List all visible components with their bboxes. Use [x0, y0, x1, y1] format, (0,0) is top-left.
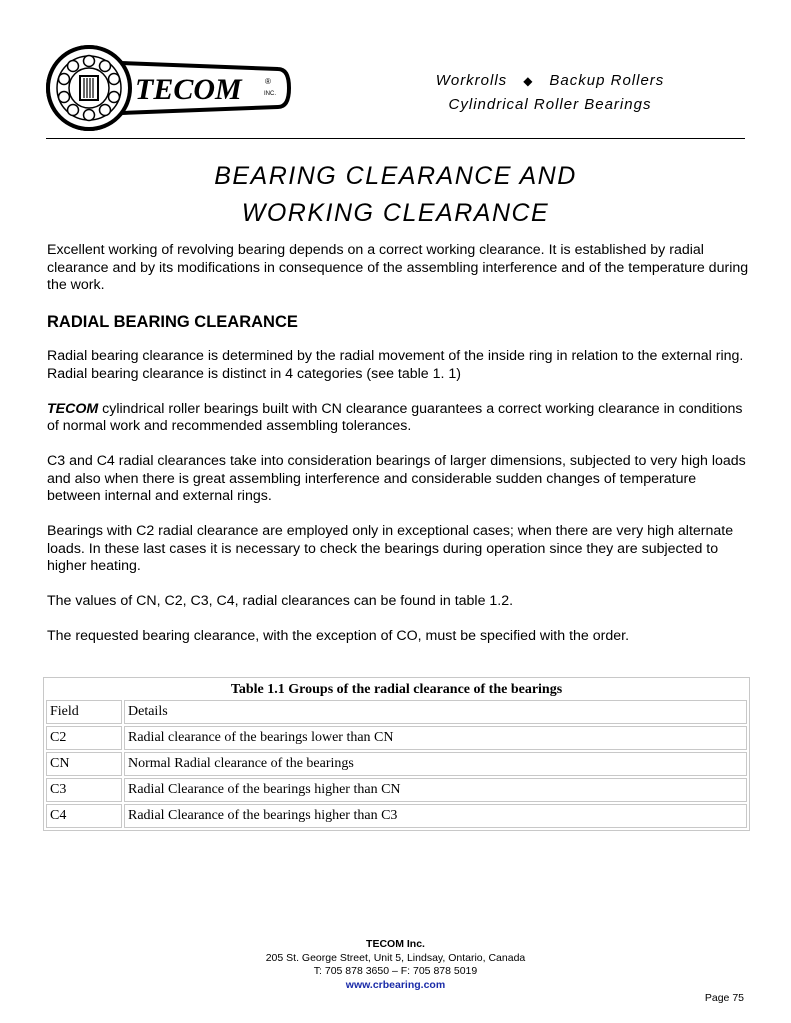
clearance-table — [44, 678, 749, 830]
header-cell-field: Field — [46, 700, 122, 724]
title-line-2: WORKING CLEARANCE — [241, 199, 550, 227]
footer-address: 205 St. George Street, Unit 5, Lindsay, Ontario, Canada — [265, 951, 526, 964]
logo-inc: INC. — [264, 91, 276, 97]
header-tagline — [400, 69, 700, 116]
table-header-row — [46, 700, 747, 724]
title-line-1: BEARING CLEARANCE AND — [214, 162, 577, 190]
cell-details: Normal Radial clearance of the bearings — [124, 752, 747, 776]
body-text — [47, 242, 749, 663]
cell-field: C2 — [46, 726, 122, 750]
footer-website-link[interactable]: www.crbearing.com — [345, 978, 446, 991]
cell-details: Radial Clearance of the bearings higher than C3 — [124, 804, 747, 828]
brand-name: TECOM — [47, 400, 99, 417]
tagline-row-1 — [400, 69, 700, 93]
header-cell-details: Details — [124, 700, 747, 724]
clearance-table-container — [43, 677, 750, 831]
paragraph-4: Bearings with C2 radial clearance are employed only in exceptional cases; when there are very high alternate loads. In these last cases it is necessary to check the bearings during operation since they are subjected to higher heating. — [47, 523, 734, 574]
paragraph-3: C3 and C4 radial clearances take into consideration bearings of larger dimensions, subjected to very high loads and also when there is great assembling interference and considerable sudden changes of temperature between internal and external rings. — [47, 453, 746, 504]
table-row — [46, 752, 747, 776]
cell-field: C4 — [46, 804, 122, 828]
paragraph-1: Radial bearing clearance is determined by the radial movement of the inside ring in relation to the external ring. Radial bearing clearance is distinct in 4 categories (see table 1. 1) — [47, 348, 744, 382]
tagline-workrolls: Workrolls — [435, 72, 508, 89]
footer-phone: T: 705 878 3650 – F: 705 878 5019 — [313, 965, 478, 977]
page-title — [0, 158, 791, 232]
paragraph-5: The values of CN, C2, C3, C4, radial clearances can be found in table 1.2. — [47, 593, 514, 609]
page-number: Page 75 — [704, 992, 744, 1004]
header-divider — [46, 138, 745, 139]
cell-field: C3 — [46, 778, 122, 802]
logo-registered: ® — [265, 77, 271, 86]
table-caption: Table 1.1 Groups of the radial clearance of the bearings — [230, 682, 563, 697]
table-row — [46, 726, 747, 750]
paragraph-2 — [47, 401, 749, 436]
logo-wordmark: TECOM — [135, 73, 242, 106]
footer-company: TECOM Inc. — [366, 938, 425, 950]
cell-field: CN — [46, 752, 122, 776]
tagline-backup-rollers: Backup Rollers — [549, 72, 665, 89]
intro-paragraph: Excellent working of revolving bearing depends on a correct working clearance. It is established by radial clearance and by its modifications in consequence of the assembling interference and of the temperature during the work. — [47, 242, 749, 293]
cell-details: Radial Clearance of the bearings higher than CN — [124, 778, 747, 802]
tagline-row-2: Cylindrical Roller Bearings — [448, 96, 652, 113]
footer — [0, 938, 791, 992]
paragraph-6: The requested bearing clearance, with the exception of CO, must be specified with the order. — [47, 628, 630, 644]
cell-details: Radial clearance of the bearings lower than CN — [124, 726, 747, 750]
table-row — [46, 804, 747, 828]
table-row — [46, 778, 747, 802]
section-heading: RADIAL BEARING CLEARANCE — [47, 313, 298, 331]
diamond-icon: ◆ — [523, 74, 534, 88]
tecom-logo — [46, 45, 291, 131]
paragraph-2-text: cylindrical roller bearings built with CN clearance guarantees a correct working clearance in conditions of normal work and recommended assembling tolerances. — [47, 400, 743, 434]
